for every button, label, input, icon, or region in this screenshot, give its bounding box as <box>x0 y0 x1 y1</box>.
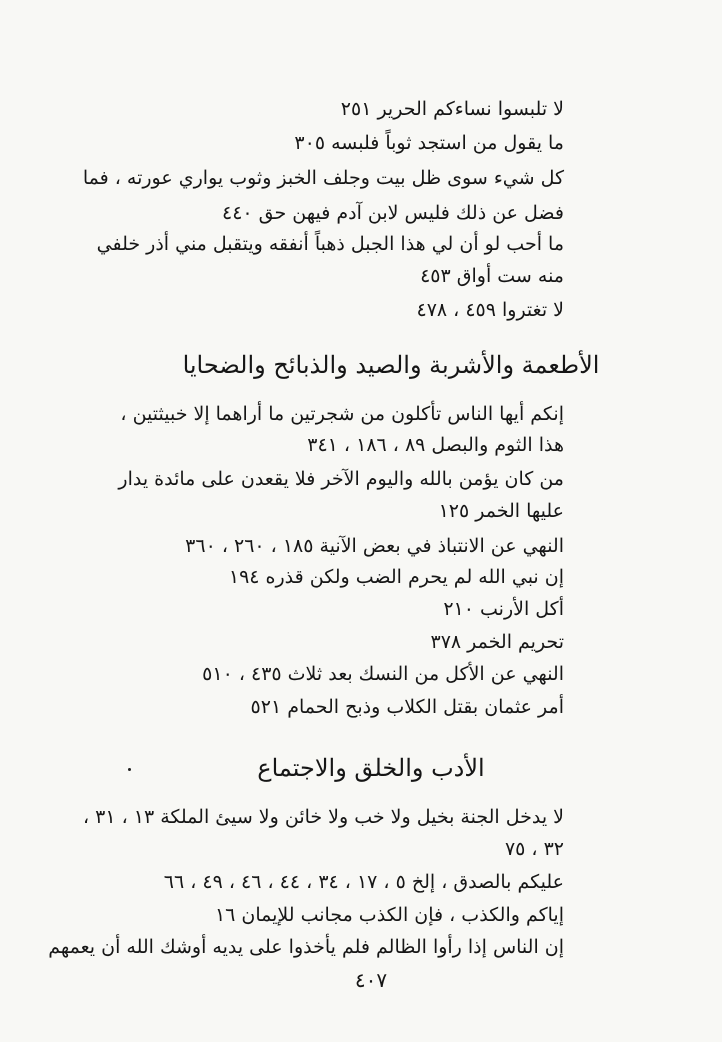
text-line: تحريم الخمر ٣٧٨ <box>430 631 564 653</box>
text-line: النهي عن الأكل من النسك بعد ثلاث ٤٣٥ ، ٥١٠ <box>202 663 564 685</box>
text-line: إن نبي الله لم يحرم الضب ولكن قذره ١٩٤ <box>228 566 564 588</box>
text-line: لا تلبسوا نساءكم الحرير ٢٥١ <box>340 98 564 120</box>
section-heading: الأطعمة والأشربة والصيد والذبائح والضحايا <box>182 351 600 379</box>
text-line: عليكم بالصدق ، إلخ ٥ ، ١٧ ، ٣٤ ، ٤٤ ، ٤٦ ، ٤٩ ، ٦٦ <box>163 871 564 893</box>
text-line: النهي عن الانتباذ في بعض الآنية ١٨٥ ، ٢٦٠ ، ٣٦٠ <box>185 535 564 557</box>
text-line: أمر عثمان بقتل الكلاب وذبح الحمام ٥٢١ <box>250 696 564 718</box>
text-line: لا تغتروا ٤٥٩ ، ٤٧٨ <box>416 299 564 321</box>
text-line: لا يدخل الجنة بخيل ولا خب ولا خائن ولا سيئ الملكة ١٣ ، ٣١ ، <box>82 806 564 828</box>
section-heading: الأدب والخلق والاجتماع <box>257 754 485 782</box>
text-line: ما يقول من استجد ثوباً فلبسه ٣٠٥ <box>294 132 564 154</box>
text-line: ما أحب لو أن لي هذا الجبل ذهباً أنفقه ويتقبل مني أذر خلفي <box>96 233 564 255</box>
text-line: ٣٢ ، ٧٥ <box>504 838 564 860</box>
text-line: عليها الخمر ١٢٥ <box>438 500 564 522</box>
text-line: من كان يؤمن بالله واليوم الآخر فلا يقعدن على مائدة يدار <box>118 468 564 490</box>
text-line: إياكم والكذب ، فإن الكذب مجانب للإيمان ١٦ <box>214 904 564 926</box>
text-line: إنكم أيها الناس تأكلون من شجرتين ما أراهما إلا خبيثتين ، <box>120 403 564 425</box>
text-line: إن الناس إذا رأوا الظالم فلم يأخذوا على يديه أوشك الله أن يعمهم <box>48 936 564 958</box>
text-line: فضل عن ذلك فليس لابن آدم فيهن حق ٤٤٠ <box>221 202 564 224</box>
text-line: كل شيء سوى ظل بيت وجلف الخبز وثوب يواري عورته ، فما <box>82 167 564 189</box>
text-line: أكل الأرنب ٢١٠ <box>443 598 564 620</box>
text-line: هذا الثوم والبصل ٨٩ ، ١٨٦ ، ٣٤١ <box>307 434 564 456</box>
page-number: ٤٠٧ <box>354 968 388 992</box>
text-line: منه ست أواق ٤٥٣ <box>420 265 564 287</box>
